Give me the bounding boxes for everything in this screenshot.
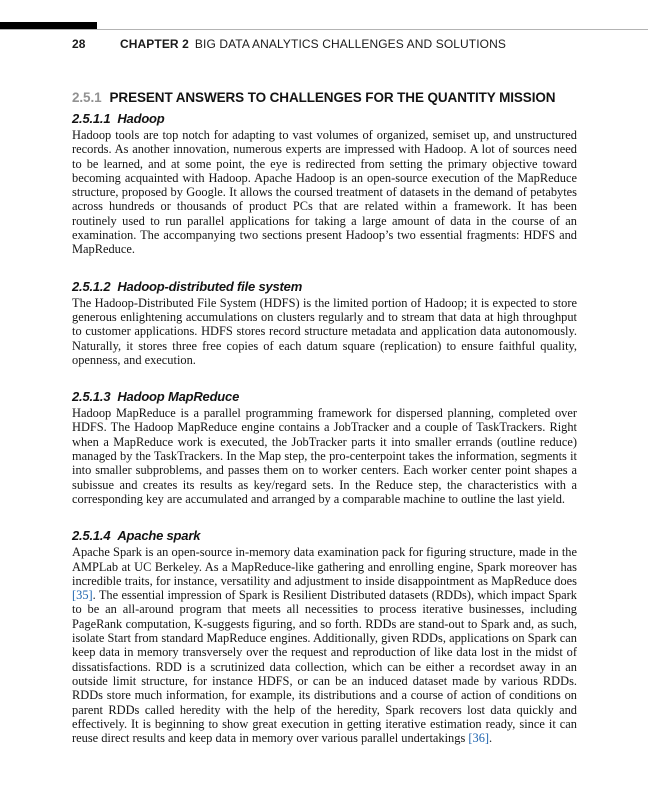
body-paragraph [72,545,577,745]
subsection-number: 2.5.1.2 [72,278,111,294]
citation-link[interactable]: [35] [72,588,93,603]
subsection-title: Hadoop [117,111,165,126]
paragraph-text: The Hadoop-Distributed File System (HDFS) is the limited portion of Hadoop; it is expected to store generous enlightening accumulations on clusters regularly and to stream that data at high throughput to customer applications. HDFS stores record structure metadata and application data autonomously. Naturally, it stores three free copies of each datum square (replication) to ensure faithful quality, openness, and execution. [72,295,577,367]
subsection [72,279,577,367]
paragraph-text: Apache Spark is an open-source in-memory data examination pack for figuring structure, made in the AMPLab at UC Berkeley. As a MapReduce-like gathering and enrolling engine, Spark moreover has incredible traits, for instance, versatility and adjustment to inside disappointment as MapReduce does [72,545,577,588]
paragraph-text: Hadoop tools are top notch for adapting to vast volumes of organized, semiset up, and unstructured records. As another innovation, numerous experts are impressed with Hadoop. A lot of sources need to be learned, and at some point, the eye is redirected from setting the primary objective toward becoming acquainted with Hadoop. Apache Hadoop is an open-source execution of the MapReduce structure, proposed by Google. It allows the coursed treatment of datasets in the demand of petabytes across hundreds or thousands of product PCs that are related within a framework. It has been routinely used to run parallel applications for taking a large amount of data in the course of an examination. The accompanying two sections present Hadoop’s two essential fragments: HDFS and MapReduce. [72,128,577,257]
subsection-title: Hadoop-distributed file system [117,278,303,294]
subsection-heading [72,279,577,294]
subsection-number: 2.5.1.1 [72,111,111,126]
body-paragraph [72,128,577,257]
subsection [72,528,577,745]
paragraph-text: Hadoop MapReduce is a parallel programming framework for dispersed planning, completed over HDFS. The Hadoop MapReduce engine contains a JobTracker and a couple of TaskTrackers. Right when a MapReduce work is executed, the JobTracker parts it into smaller errands (outline reduce) managed by the TaskTrackers. In the Map step, the pro-centerpoint takes the information, segments it into smaller subproblems, and passes them on to worker centers. Each worker center point shapes a subissue and creates its results as key/regard sets. In the Reduce step, the characteristics with a corresponding key are accumulated and arranged by a comparable machine to outline the last yield. [72,406,577,506]
citation-link[interactable]: [36] [468,731,490,746]
page-content [72,90,577,745]
header-rule-line [0,29,648,30]
running-header [72,37,506,51]
subsection-heading [72,111,577,126]
body-paragraph [72,296,577,367]
subsections-container [72,111,577,745]
subsection-heading [72,389,577,404]
page-number: 28 [72,37,86,51]
section-heading [72,90,577,105]
subsection [72,389,577,506]
subsection-title: Hadoop MapReduce [117,389,240,405]
paragraph-text: . The essential impression of Spark is Resilient Distributed datasets (RDDs), which impact Spark to be an all-around program that meets all necessities to process iterative businesses, including PageRank computation, K-suggests figuring, and so forth. RDDs are stand-out to Spark and, as such, isolate Start from standard MapReduce engines. Additionally, given RDDs, applications on Spark can keep data in memory transversely over the request and reproduction of like data lost in the midst of dissatisfactions. RDD is a scrutinized data collection, which can be either a recordset away in an outside limit structure, for instance HDFS, or can be an induced dataset made by various RDDs. RDDs store much information, for example, its distributions and a course of action of conditions on parent RDDs called heredity with the help of the heredity, Spark recovers lost data quickly and effectively. It is beginning to show great execution in getting iterative estimation ready, since it can reuse direct results and keep data in memory over various parallel undertakings [72,588,577,746]
subsection-number: 2.5.1.3 [72,389,111,405]
paragraph-text: . [489,731,493,746]
chapter-title: BIG DATA ANALYTICS CHALLENGES AND SOLUTIONS [194,37,506,51]
subsection [72,111,577,257]
section-number: 2.5.1 [72,90,102,105]
subsection-title: Apache spark [117,528,201,544]
section-title-text: PRESENT ANSWERS TO CHALLENGES FOR THE QUANTITY MISSION [109,90,556,105]
body-paragraph [72,406,577,506]
subsection-heading [72,528,577,543]
chapter-label: CHAPTER 2 [120,37,189,51]
subsection-number: 2.5.1.4 [72,528,111,544]
